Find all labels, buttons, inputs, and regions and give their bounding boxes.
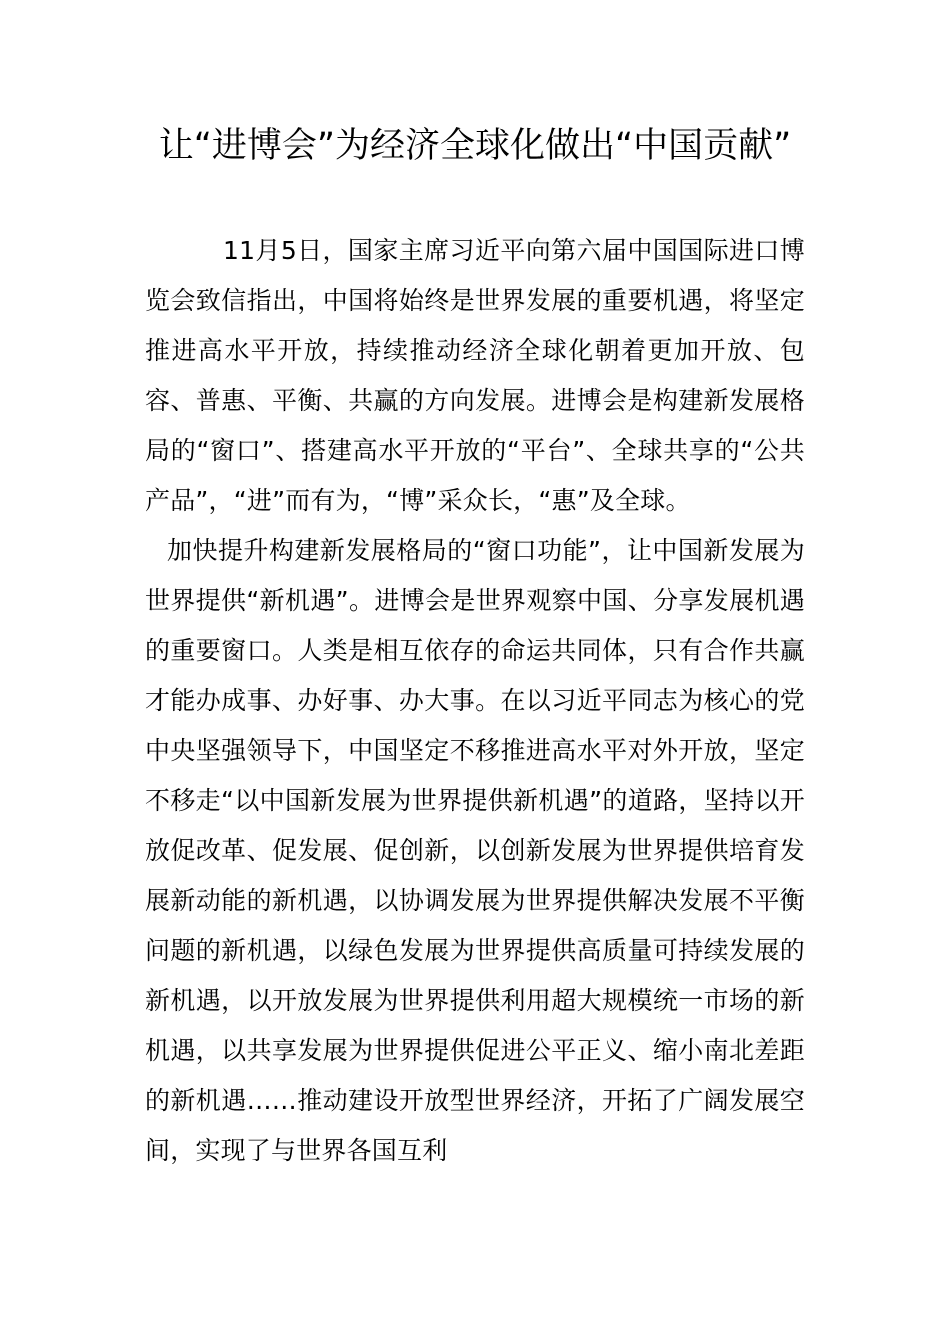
paragraph-1: 11月5日，国家主席习近平向第六届中国国际进口博览会致信指出，中国将始终是世界发展的重要机遇，将坚定推进高水平开放，持续推动经济全球化朝着更加开放、包容、普惠、平衡、共赢的方向发展。进博会是构建新发展格局的“窗口”、搭建高水平开放的“平台”、全球共享的“公共产品”，“进”而有为，“博”采众长，“惠”及全球。	[145, 236, 805, 515]
document-title: 让“进博会”为经济全球化做出“中国贡献”	[158, 126, 792, 166]
paragraph-2: 加快提升构建新发展格局的“窗口功能”，让中国新发展为世界提供“新机遇”。进博会是世界观察中国、分享发展机遇的重要窗口。人类是相互依存的命运共同体，只有合作共赢才能办成事、办好事、办大事。在以习近平同志为核心的党中央坚强领导下，中国坚定不移推进高水平对外开放，坚定不移走“以中国新发展为世界提供新机遇”的道路，坚持以开放促改革、促发展、促创新，以创新发展为世界提供培育发展新动能的新机遇，以协调发展为世界提供解决发展不平衡问题的新机遇，以绿色发展为世界提供高质量可持续发展的新机遇，以开放发展为世界提供利用超大规模统一市场的新机遇，以共享发展为世界提供促进公平正义、缩小南北差距的新机遇……推动建设开放型世界经济，开拓了广阔发展空间，实现了与世界各国互利	[145, 536, 805, 1165]
document-body	[145, 226, 805, 1176]
